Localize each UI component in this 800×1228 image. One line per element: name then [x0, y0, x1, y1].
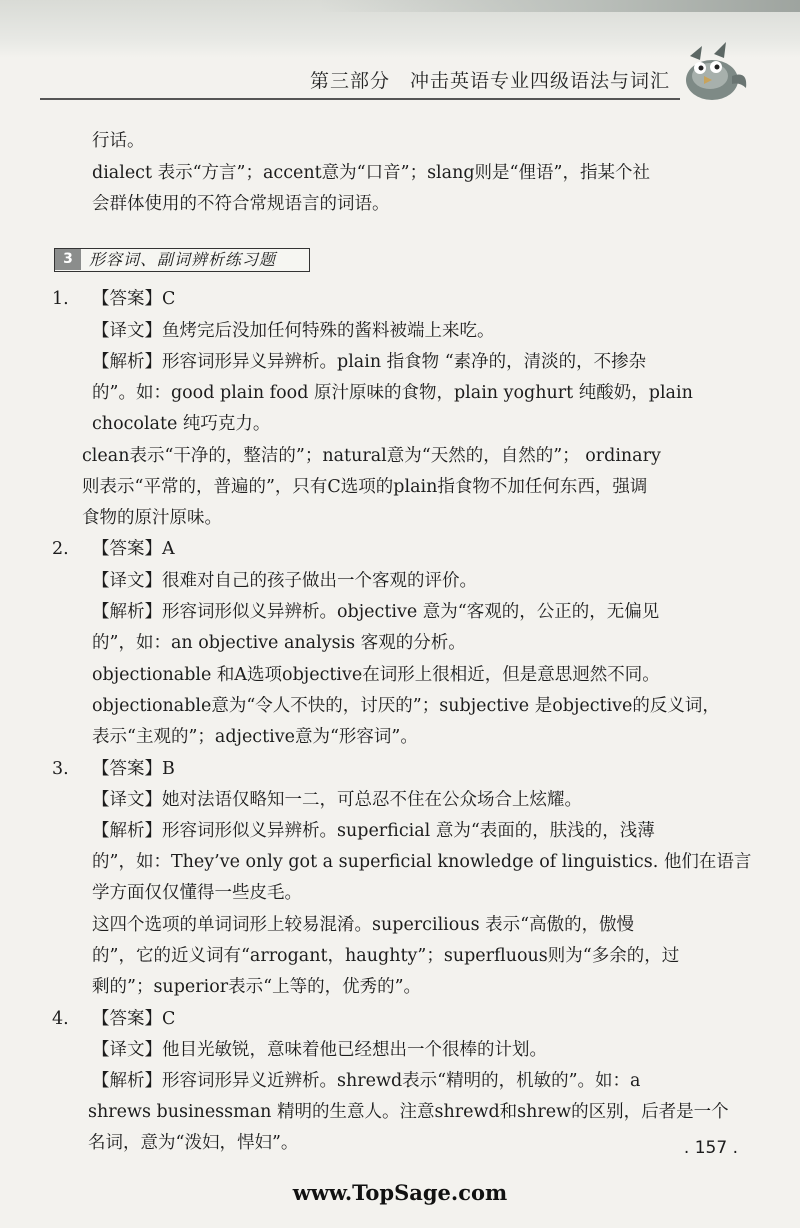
- item-translation: 【译文】她对法语仅略知一二，可总忍不住在公众场合上炫耀。: [92, 790, 582, 810]
- item-answer: 【答案】A: [92, 539, 175, 559]
- item-number: 3.: [52, 759, 69, 779]
- item-translation: 【译文】鱼烤完后没加任何特殊的酱料被端上来吃。: [92, 321, 495, 341]
- item-translation: 【译文】很难对自己的孩子做出一个客观的评价。: [92, 571, 477, 591]
- item-analysis-line: 【解析】形容词形异义异辨析。plain 指食物 “素净的，清淡的，不掺杂: [92, 352, 647, 372]
- item-note-line: objectionable意为“令人不快的，讨厌的”；subjective 是objective的反义词，: [92, 696, 720, 716]
- intro-line: 行话。: [92, 131, 145, 151]
- footer-watermark-url: www.TopSage.com: [292, 1180, 508, 1205]
- section-title: 形容词、副词辨析练习题: [89, 250, 277, 269]
- item-analysis-line: 【解析】形容词形似义异辨析。superficial 意为“表面的，肤浅的，浅薄: [92, 821, 655, 841]
- item-number: 1.: [52, 289, 69, 309]
- section-number-badge: 3: [55, 249, 81, 270]
- item-answer: 【答案】C: [92, 289, 176, 309]
- item-analysis-line: shrews businessman 精明的生意人。注意shrewd和shrew的区别，后者是一个: [88, 1102, 729, 1122]
- item-analysis-line: 名词，意为“泼妇，悍妇”。: [88, 1133, 299, 1153]
- item-analysis-line: 的”，如：They’ve only got a superficial knowledge of linguistics. 他们在语言: [92, 852, 752, 872]
- item-note-line: objectionable 和A选项objective在词形上很相近，但是意思迥然不同。: [92, 665, 660, 685]
- item-translation: 【译文】他目光敏锐，意味着他已经想出一个很棒的计划。: [92, 1040, 547, 1060]
- item-note-line: clean表示“干净的，整洁的”；natural意为“天然的，自然的”； ordinary: [82, 446, 661, 466]
- item-answer: 【答案】B: [92, 759, 175, 779]
- item-analysis-line: 【解析】形容词形似义异辨析。objective 意为“客观的，公正的，无偏见: [92, 602, 660, 622]
- item-note-line: 这四个选项的单词词形上较易混淆。supercilious 表示“高傲的，傲慢: [92, 915, 635, 935]
- item-analysis-line: 【解析】形容词形异义近辨析。shrewd表示“精明的，机敏的”。如：a: [92, 1071, 641, 1091]
- item-note-line: 表示“主观的”；adjective意为“形容词”。: [92, 727, 418, 747]
- item-note-line: 的”，它的近义词有“arrogant，haughty”；superfluous则为“多余的，过: [92, 946, 680, 966]
- item-note-line: 则表示“平常的，普遍的”，只有C选项的plain指食物不加任何东西，强调: [82, 477, 648, 497]
- page-header-title: 第三部分 冲击英语专业四级语法与词汇: [309, 70, 670, 92]
- item-analysis-line: 的”，如：an objective analysis 客观的分析。: [92, 633, 466, 653]
- page-number: . 157 .: [683, 1138, 738, 1158]
- item-answer: 【答案】C: [92, 1009, 176, 1029]
- item-note-line: 剩的”；superior表示“上等的，优秀的”。: [92, 977, 422, 997]
- item-analysis-line: 学方面仅仅懂得一些皮毛。: [92, 883, 302, 903]
- item-number: 2.: [52, 539, 69, 559]
- item-analysis-line: 的”。如：good plain food 原汁原味的食物，plain yoghurt 纯酸奶，plain: [92, 383, 693, 403]
- item-analysis-line: chocolate 纯巧克力。: [92, 414, 271, 434]
- intro-line: 会群体使用的不符合常规语言的词语。: [92, 194, 390, 214]
- section-heading: [54, 248, 310, 272]
- item-note-line: 食物的原汁原味。: [82, 508, 222, 528]
- item-number: 4.: [52, 1009, 69, 1029]
- intro-line: dialect 表示“方言”；accent意为“口音”；slang则是“俚语”，指某个社: [92, 163, 650, 183]
